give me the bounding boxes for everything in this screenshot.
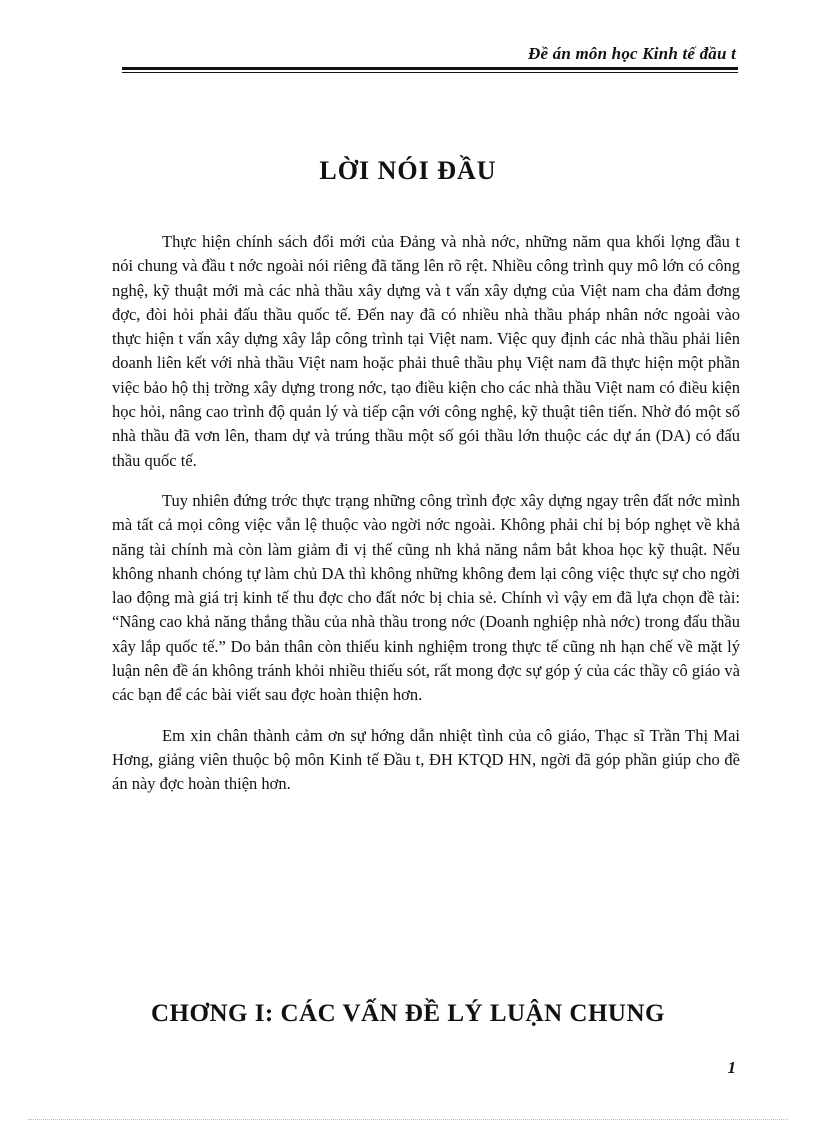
bottom-rule (28, 1119, 788, 1120)
paragraph-3: Em xin chân thành cảm ơn sự hớng dẫn nhiệt tình của cô giáo, Thạc sĩ Trần Thị Mai Hơng, giảng viên thuộc bộ môn Kinh tế Đầu t, ĐH KTQD HN, ngời đã góp phần giúp cho đề án này đợc hoàn thiện hơn. (112, 725, 740, 794)
header-rule-thin (122, 72, 738, 73)
paragraph-2: Tuy nhiên đứng trớc thực trạng những công trình đợc xây dựng ngay trên đất nớc mình mà tất cả mọi công việc vẫn lệ thuộc vào ngời nớc ngoài. Không phải chỉ bị bóp nghẹt về khả năng tài chính mà còn làm giảm đi vị thế cũng nh khả năng nắm bắt khoa học kỹ thuật. Nếu không nhanh chóng tự làm chủ DA thì không những không đem lại công việc thực sự cho ngời lao động mà giá trị kinh tế thu đợc cho đất nớc bị chia sẻ. Chính vì vậy em đã lựa chọn đề tài: “Nâng cao khả năng thắng thầu của nhà thầu trong nớc (Doanh nghiệp nhà nớc) trong đấu thầu xây lắp quốc tế.” Do bản thân còn thiếu kinh nghiệm trong thực tế cũng nh hạn chế về mặt lý luận nên đề án không tránh khỏi nhiều thiếu sót, rất mong đợc sự góp ý của các thầy cô giáo và các bạn để các bài viết sau đợc hoàn thiện hơn. (112, 490, 740, 705)
chapter-heading: CHƠNG I: CÁC VẤN ĐỀ LÝ LUẬN CHUNG (151, 1000, 665, 1027)
running-header: Đề án môn học Kinh tế đầu t (527, 44, 736, 63)
page-title: LỜI NÓI ĐẦU (319, 156, 497, 185)
page-number: 1 (727, 1058, 736, 1077)
header-rule (122, 67, 738, 70)
paragraph-1: Thực hiện chính sách đổi mới của Đảng và nhà nớc, những năm qua khối lợng đầu t nói chung và đầu t nớc ngoài nói riêng đã tăng lên rõ rệt. Nhiều công trình quy mô lớn có công nghệ, kỹ thuật mới mà các nhà thầu xây dựng và t vấn xây dựng của Việt nam cha đảm đơng đợc, đòi hỏi phải đấu thầu quốc tế. Đến nay đã có nhiều nhà thầu pháp nhân nớc ngoài vào thực hiện t vấn xây dựng xây lắp công trình tại Việt nam. Việc quy định các nhà thầu phải liên doanh liên kết với nhà thầu Việt nam hoặc phải thuê thầu phụ Việt nam đã thực hiện một phần việc bảo hộ thị trờng xây dựng trong nớc, tạo điều kiện cho các nhà thầu Việt nam có điều kiện học hỏi, nâng cao trình độ quản lý và tiếp cận với công nghệ, kỹ thuật tiên tiến. Nhờ đó một số nhà thầu đã vơn lên, tham dự và trúng thầu một số gói thầu lớn thuộc các dự án (DA) có đấu thầu quốc tế. (112, 232, 740, 470)
body-text (112, 230, 740, 813)
